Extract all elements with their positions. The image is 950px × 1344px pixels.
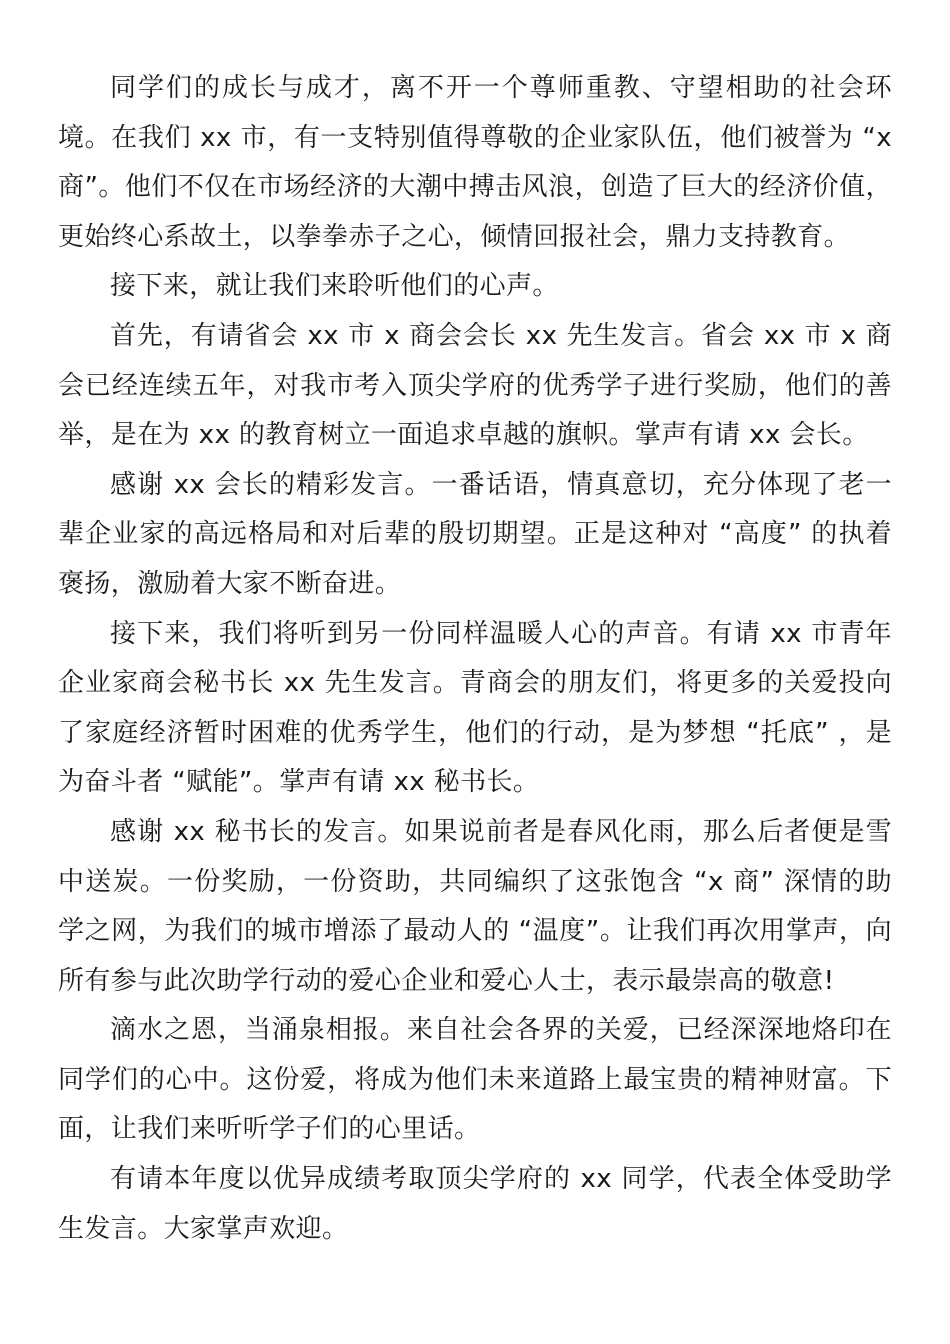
paragraph-6: 感谢 xx 秘书长的发言。如果说前者是春风化雨，那么后者便是雪中送炭。一份奖励，一份资助，共同编织了这张饱含 “x 商” 深情的助学之网，为我们的城市增添了最动人的 “温度”。让我们再次用掌声，向所有参与此次助学行动的爱心企业和爱心人士，表示最崇高的敬意!	[58, 816, 892, 996]
paragraph-5: 接下来，我们将听到另一份同样温暖人心的声音。有请 xx 市青年企业家商会秘书长 xx 先生发言。青商会的朋友们，将更多的关爱投向了家庭经济暂时困难的优秀学生，他们的行动，是为梦想 “托底” ，是为奋斗者 “赋能”。掌声有请 xx 秘书长。	[58, 618, 892, 798]
paragraph-1: 同学们的成长与成才，离不开一个尊师重教、守望相助的社会环境。在我们 xx 市，有一支特别值得尊敬的企业家队伍，他们被誉为 “x 商”。他们不仅在市场经济的大潮中搏击风浪，创造了巨大的经济价值，更始终心系故土，以拳拳赤子之心，倾情回报社会，鼎力支持教育。	[58, 73, 892, 252]
paragraph-2: 接下来，就让我们来聆听他们的心声。	[110, 271, 559, 302]
paragraph-7: 滴水之恩，当涌泉相报。来自社会各界的关爱，已经深深地烙印在同学们的心中。这份爱，将成为他们未来道路上最宝贵的精神财富。下面，让我们来听听学子们的心里话。	[58, 1015, 892, 1145]
paragraph-3: 首先，有请省会 xx 市 x 商会会长 xx 先生发言。省会 xx 市 x 商会已经连续五年，对我市考入顶尖学府的优秀学子进行奖励，他们的善举，是在为 xx 的教育树立一面追求卓越的旗帜。掌声有请 xx 会长。	[58, 320, 892, 451]
document-page	[58, 64, 892, 1254]
paragraph-8: 有请本年度以优异成绩考取顶尖学府的 xx 同学，代表全体受助学生发言。大家掌声欢迎。	[58, 1164, 892, 1244]
paragraph-4: 感谢 xx 会长的精彩发言。一番话语，情真意切，充分体现了老一辈企业家的高远格局和对后辈的殷切期望。正是这种对 “高度” 的执着褒扬，激励着大家不断奋进。	[58, 469, 892, 599]
